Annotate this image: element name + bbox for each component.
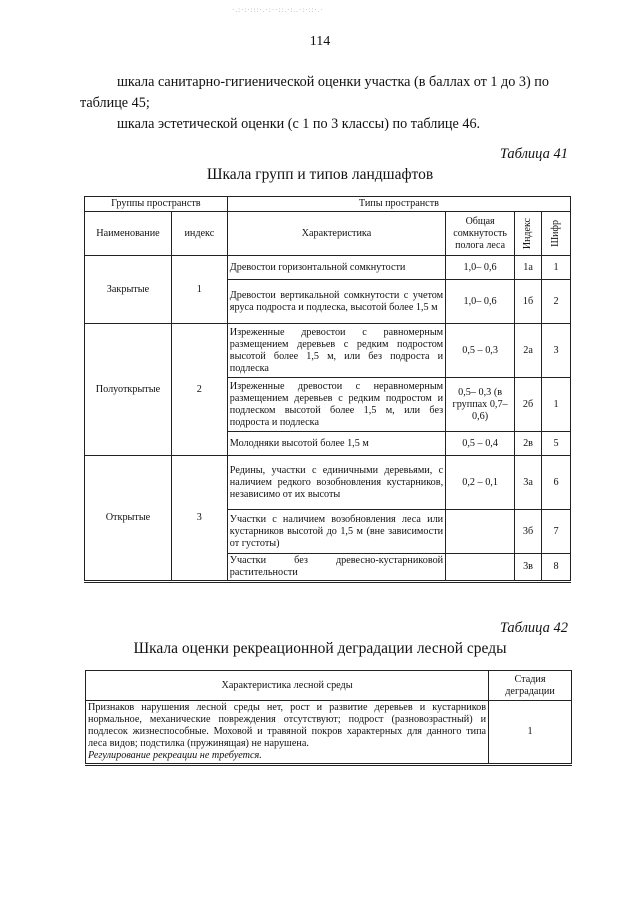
header-groups: Группы пространств bbox=[85, 197, 228, 212]
header-types: Типы пространств bbox=[227, 197, 570, 212]
type-code: 1 bbox=[542, 378, 571, 432]
header-type-index: Индекс bbox=[515, 212, 542, 256]
group-index: 3 bbox=[171, 456, 227, 582]
group-index: 1 bbox=[171, 256, 227, 324]
header-stage: Стадия деградации bbox=[489, 671, 572, 701]
forest-characteristic-text: Признаков нарушения лесной среды нет, рост и развитие деревьев и кустарников нормальное, механические повреждения отсутствуют; подрост (разновозрастный) и подлесок жизнеспособные. Моховой и травяной покров характерных для данного типа леса видов; подстилка (пружинящая) не нарушена. bbox=[88, 702, 487, 749]
table-row bbox=[85, 324, 571, 378]
type-code: 6 bbox=[542, 456, 571, 510]
type-density bbox=[446, 510, 515, 554]
type-characteristic: Участки с наличием возобновления леса или кустарников высотой до 1,5 м (вне зависимости от густоты) bbox=[227, 510, 445, 554]
type-code: 5 bbox=[542, 432, 571, 456]
type-density: 0,2 – 0,1 bbox=[446, 456, 515, 510]
degradation-table bbox=[85, 670, 572, 766]
table-row bbox=[85, 456, 571, 510]
type-density bbox=[446, 554, 515, 582]
group-name: Закрытые bbox=[85, 256, 172, 324]
intro-paragraph-2: шкала эстетической оценки (с 1 по 3 классы) по таблице 46. bbox=[117, 116, 481, 132]
header-density: Общая сомкнутость полога леса bbox=[446, 212, 515, 256]
table42-title: Шкала оценки рекреационной деградации лесной среды bbox=[133, 640, 507, 657]
type-code: 2 bbox=[542, 280, 571, 324]
type-index: 2в bbox=[515, 432, 542, 456]
forest-characteristic-cell bbox=[86, 701, 489, 765]
type-index: 2а bbox=[515, 324, 542, 378]
table-row bbox=[85, 256, 571, 280]
landscape-groups-table bbox=[84, 196, 571, 583]
header-forest-characteristic: Характеристика лесной среды bbox=[86, 671, 489, 701]
type-index: 1б bbox=[515, 280, 542, 324]
type-density: 1,0– 0,6 bbox=[446, 256, 515, 280]
group-name: Открытые bbox=[85, 456, 172, 582]
type-characteristic: Древостои горизонтальной сомкнутости bbox=[227, 256, 445, 280]
type-density: 1,0– 0,6 bbox=[446, 280, 515, 324]
type-characteristic: Участки без древесно-кустарниковой растительности bbox=[227, 554, 445, 582]
type-index: 2б bbox=[515, 378, 542, 432]
type-density: 0,5 – 0,4 bbox=[446, 432, 515, 456]
group-index: 2 bbox=[171, 324, 227, 456]
type-density: 0,5– 0,3 (в группах 0,7– 0,6) bbox=[446, 378, 515, 432]
table42-label: Таблица 42 bbox=[499, 620, 568, 636]
type-code: 7 bbox=[542, 510, 571, 554]
type-index: 3б bbox=[515, 510, 542, 554]
type-density: 0,5 – 0,3 bbox=[446, 324, 515, 378]
table-row bbox=[86, 701, 572, 765]
table41-title: Шкала групп и типов ландшафтов bbox=[206, 166, 434, 183]
table41-label: Таблица 41 bbox=[499, 146, 568, 162]
type-characteristic: Изреженные древостои с неравномерным размещением деревьев с редким подростом и подлеском высотой более 1,5 м, или без подроста и подлеска bbox=[227, 378, 445, 432]
header-code: Шифр bbox=[542, 212, 571, 256]
header-characteristic: Характеристика bbox=[227, 212, 445, 256]
stage-value: 1 bbox=[489, 701, 572, 765]
header-index: индекс bbox=[171, 212, 227, 256]
type-code: 3 bbox=[542, 324, 571, 378]
type-characteristic: Редины, участки с единичными деревьями, с наличием редкого возобновления кустарников, независимо от их высоты bbox=[227, 456, 445, 510]
group-name: Полуоткрытые bbox=[85, 324, 172, 456]
type-characteristic: Молодняки высотой более 1,5 м bbox=[227, 432, 445, 456]
recreation-note: Регулирование рекреации не требуется. bbox=[88, 750, 262, 761]
type-characteristic: Древостои вертикальной сомкнутости с учетом яруса подроста и подлеска, высотой более 1,5 м bbox=[227, 280, 445, 324]
type-index: 1а bbox=[515, 256, 542, 280]
intro-paragraph-1: шкала санитарно-гигиенической оценки участка (в баллах от 1 до 3) по таблице 45; bbox=[80, 74, 549, 111]
header-name: Наименование bbox=[85, 212, 172, 256]
type-index: 3а bbox=[515, 456, 542, 510]
scan-noise: ·.:·:·:::·.·:··::.·:..·:·::·.· bbox=[232, 6, 324, 14]
type-characteristic: Изреженные древостои с равномерным размещением деревьев с редким подростом высотой более 1,5 м, или без подроста и подлеска bbox=[227, 324, 445, 378]
type-index: 3в bbox=[515, 554, 542, 582]
page-number: 114 bbox=[309, 34, 331, 49]
type-code: 8 bbox=[542, 554, 571, 582]
type-code: 1 bbox=[542, 256, 571, 280]
